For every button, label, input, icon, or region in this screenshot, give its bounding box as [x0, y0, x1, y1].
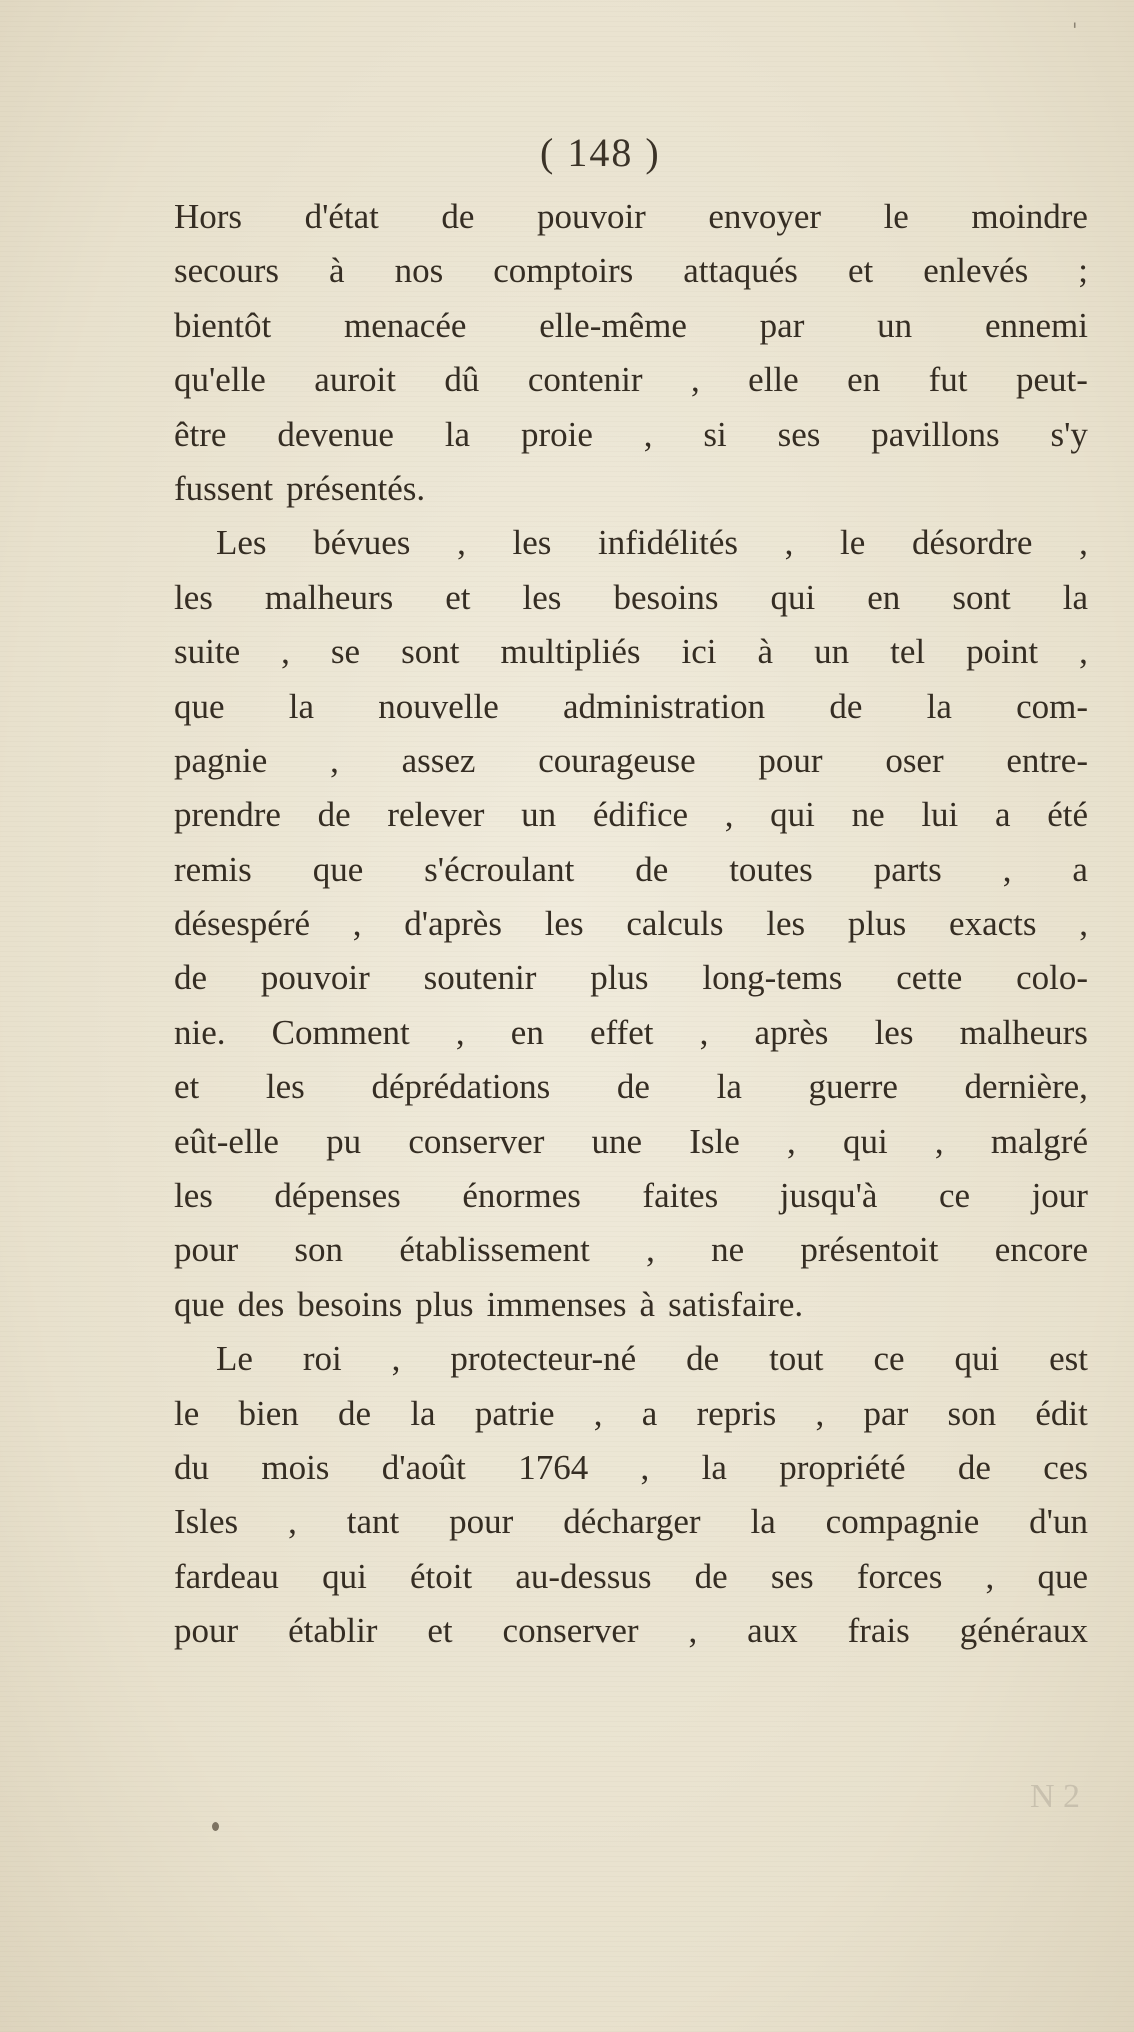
- word: malheurs: [959, 1012, 1088, 1052]
- word: compagnie: [825, 1502, 980, 1542]
- word: du: [174, 1447, 209, 1487]
- word: sont: [401, 632, 460, 672]
- word: établir: [288, 1611, 378, 1651]
- word: de: [686, 1339, 720, 1379]
- word: ,: [787, 1121, 796, 1161]
- word: colo-: [1016, 958, 1088, 998]
- word: ,: [699, 1012, 709, 1052]
- word: été: [1047, 795, 1088, 835]
- word: assez: [401, 740, 476, 780]
- word: son: [294, 1230, 344, 1270]
- word: ,: [593, 1393, 603, 1433]
- word: ,: [1079, 632, 1088, 672]
- word: généraux: [959, 1611, 1088, 1651]
- word: de: [694, 1556, 728, 1596]
- word: elle: [748, 360, 799, 400]
- word: les: [544, 904, 584, 944]
- text-line: [174, 897, 1088, 951]
- word: ,: [330, 740, 339, 780]
- word: ,: [815, 1393, 825, 1433]
- word: administration: [562, 686, 766, 726]
- word: les: [265, 1067, 305, 1107]
- word: désespéré: [174, 904, 311, 944]
- word: encore: [994, 1230, 1088, 1270]
- word: jusqu'à: [779, 1176, 878, 1216]
- word: ,: [985, 1556, 995, 1596]
- word: la: [716, 1067, 742, 1107]
- word: pour: [449, 1502, 514, 1542]
- word: ses: [770, 1556, 814, 1596]
- word: après: [754, 1012, 829, 1052]
- text-line: [174, 1332, 1088, 1386]
- word: ne: [711, 1230, 745, 1270]
- word: de: [441, 197, 475, 236]
- word: ces: [1043, 1447, 1088, 1487]
- word: conserver: [502, 1611, 639, 1651]
- word: être: [174, 414, 227, 454]
- word: désordre: [911, 523, 1033, 563]
- word: suite: [174, 632, 241, 672]
- word: Le: [216, 1339, 253, 1379]
- word: bévues: [313, 523, 411, 563]
- word: d'après: [404, 904, 502, 944]
- word: ;: [1078, 251, 1088, 291]
- word: ,: [640, 1447, 650, 1487]
- word: dépenses: [274, 1176, 401, 1216]
- word: Isle: [689, 1121, 740, 1161]
- word: tel: [890, 632, 926, 672]
- word: secours: [174, 251, 279, 291]
- text-line: [174, 190, 1088, 244]
- word: ,: [1079, 904, 1088, 944]
- word: malgré: [990, 1121, 1088, 1161]
- word: ,: [352, 904, 362, 944]
- word: s'y: [1050, 414, 1088, 454]
- word: ,: [934, 1121, 944, 1161]
- word: conserver: [408, 1121, 545, 1161]
- word: pu: [326, 1121, 362, 1161]
- word: aux: [747, 1611, 798, 1651]
- word: enlevés: [923, 251, 1029, 291]
- word: les: [174, 1176, 213, 1216]
- word: nos: [394, 251, 444, 291]
- word: de: [829, 686, 863, 726]
- edge-mark: ': [1072, 18, 1078, 42]
- word: pavillons: [871, 414, 1000, 454]
- word: multipliés: [500, 632, 641, 672]
- word: mois: [261, 1447, 330, 1487]
- word: tout: [769, 1339, 824, 1379]
- word: eût-elle: [174, 1121, 279, 1161]
- word: la: [701, 1447, 727, 1487]
- word: ,: [643, 414, 653, 454]
- text-line: [174, 1223, 1088, 1277]
- word: les: [766, 904, 806, 944]
- word: ,: [455, 1012, 465, 1052]
- word: si: [703, 414, 727, 454]
- word: édifice: [592, 795, 689, 835]
- word: satisfaire.: [668, 1284, 804, 1324]
- word: en: [510, 1012, 544, 1052]
- word: immenses: [486, 1284, 627, 1324]
- word: a: [1072, 849, 1088, 889]
- word: de: [338, 1393, 372, 1433]
- text-line: [174, 462, 1088, 516]
- word: d'août: [381, 1447, 466, 1487]
- word: fardeau: [174, 1556, 279, 1596]
- word: un: [521, 795, 557, 835]
- word: ,: [1079, 523, 1088, 563]
- word: auroit: [314, 360, 396, 400]
- text-line: [174, 1278, 1088, 1332]
- word: que: [174, 1284, 225, 1324]
- word: pour: [758, 740, 823, 780]
- word: a: [641, 1393, 658, 1433]
- word: lui: [921, 795, 959, 835]
- word: qui: [954, 1339, 1000, 1379]
- word: de: [957, 1447, 991, 1487]
- word: tant: [346, 1502, 400, 1542]
- word: jour: [1031, 1176, 1088, 1216]
- word: attaqués: [683, 251, 798, 291]
- body-text: [174, 190, 1088, 1659]
- word: de: [174, 958, 208, 998]
- text-line: [174, 353, 1088, 407]
- word: envoyer: [708, 197, 822, 236]
- word: ,: [690, 360, 700, 400]
- text-line: [174, 1060, 1088, 1114]
- word: se: [330, 632, 361, 672]
- word: d'un: [1029, 1502, 1088, 1542]
- word: relever: [387, 795, 485, 835]
- word: la: [288, 686, 315, 726]
- word: un: [877, 305, 913, 345]
- word: que: [174, 686, 225, 726]
- word: le: [174, 1393, 200, 1433]
- word: exacts: [949, 904, 1037, 944]
- signature-mark: N 2: [1030, 1778, 1081, 1815]
- word: étoit: [410, 1556, 473, 1596]
- word: que: [312, 849, 364, 889]
- word: proie: [520, 414, 593, 454]
- word: dû: [444, 360, 480, 400]
- word: énormes: [462, 1176, 581, 1216]
- word: ses: [777, 414, 821, 454]
- text-line: [174, 299, 1088, 353]
- word: le: [840, 523, 866, 563]
- word: bien: [238, 1393, 299, 1433]
- page-number: ( 148 ): [540, 130, 661, 175]
- word: nouvelle: [378, 686, 499, 726]
- word: prendre: [174, 795, 281, 835]
- word: et: [847, 251, 874, 291]
- word: les: [522, 577, 562, 617]
- word: 1764: [518, 1447, 589, 1487]
- word: dernière,: [964, 1067, 1088, 1107]
- word: qui: [322, 1556, 367, 1596]
- word: guerre: [808, 1067, 898, 1107]
- word: contenir: [527, 360, 643, 400]
- word: présentoit: [800, 1230, 939, 1270]
- word: en: [867, 577, 901, 617]
- text-line: [174, 734, 1088, 788]
- word: décharger: [563, 1502, 701, 1542]
- word: pour: [174, 1611, 239, 1651]
- word: s'écroulant: [424, 849, 575, 889]
- word: ,: [281, 632, 290, 672]
- word: qu'elle: [174, 360, 266, 400]
- word: ,: [1002, 849, 1012, 889]
- word: ,: [646, 1230, 655, 1270]
- word: et: [445, 577, 471, 617]
- word: frais: [847, 1611, 910, 1651]
- word: ,: [724, 795, 734, 835]
- word: à: [329, 251, 345, 291]
- word: des: [237, 1284, 285, 1324]
- word: ,: [391, 1339, 401, 1379]
- word: ,: [784, 523, 794, 563]
- word: point: [966, 632, 1039, 672]
- word: par: [863, 1393, 909, 1433]
- word: pour: [174, 1230, 239, 1270]
- word: ce: [938, 1176, 971, 1216]
- word: au-dessus: [515, 1556, 652, 1596]
- word: pouvoir: [260, 958, 370, 998]
- ink-speck: [212, 1822, 219, 1831]
- text-line: [174, 244, 1088, 298]
- word: que: [1037, 1556, 1088, 1596]
- word: infidélités: [598, 523, 738, 563]
- word: de: [635, 849, 669, 889]
- text-line: [174, 951, 1088, 1005]
- word: entre-: [1006, 740, 1088, 780]
- text-line: [174, 1169, 1088, 1223]
- word: moindre: [971, 197, 1088, 236]
- word: la: [410, 1393, 436, 1433]
- word: les: [174, 577, 213, 617]
- text-line: [174, 1387, 1088, 1441]
- word: le: [883, 197, 909, 236]
- text-line: [174, 1604, 1088, 1658]
- word: à: [757, 632, 774, 672]
- word: une: [591, 1121, 643, 1161]
- text-line: [174, 1495, 1088, 1549]
- word: plus: [847, 904, 907, 944]
- word: calculs: [626, 904, 724, 944]
- word: repris: [696, 1393, 777, 1433]
- text-line: [174, 408, 1088, 462]
- word: cette: [896, 958, 963, 998]
- word: ne: [851, 795, 885, 835]
- word: qui: [770, 577, 816, 617]
- word: la: [926, 686, 952, 726]
- word: pagnie: [174, 740, 268, 780]
- word: comptoirs: [493, 251, 634, 291]
- text-line: [174, 625, 1088, 679]
- word: édit: [1035, 1393, 1088, 1433]
- word: par: [759, 305, 805, 345]
- word: Isles: [174, 1502, 239, 1542]
- word: nie.: [174, 1012, 226, 1052]
- word: ,: [688, 1611, 698, 1651]
- word: qui: [770, 795, 815, 835]
- word: et: [427, 1611, 453, 1651]
- word: qui: [842, 1121, 888, 1161]
- word: plus: [415, 1284, 474, 1324]
- word: menacée: [344, 305, 467, 345]
- word: parts: [873, 849, 942, 889]
- word: fut: [928, 360, 968, 400]
- word: propriété: [779, 1447, 906, 1487]
- word: Hors: [174, 197, 243, 236]
- word: de: [317, 795, 351, 835]
- word: bientôt: [174, 305, 272, 345]
- text-line: [174, 571, 1088, 625]
- word: com-: [1016, 686, 1088, 726]
- word: peut-: [1016, 360, 1088, 400]
- word: a: [994, 795, 1011, 835]
- word: la: [444, 414, 471, 454]
- word: est: [1049, 1339, 1088, 1379]
- word: devenue: [277, 414, 394, 454]
- word: fussent: [174, 468, 274, 508]
- word: plus: [590, 958, 649, 998]
- word: remis: [174, 849, 252, 889]
- word: les: [874, 1012, 914, 1052]
- word: protecteur-né: [450, 1339, 637, 1379]
- word: d'état: [304, 197, 379, 236]
- text-line: [174, 680, 1088, 734]
- word: ce: [873, 1339, 905, 1379]
- word: à: [639, 1284, 656, 1324]
- word: et: [174, 1067, 200, 1107]
- word: soutenir: [423, 958, 537, 998]
- word: courageuse: [538, 740, 696, 780]
- word: déprédations: [371, 1067, 551, 1107]
- text-line: [174, 843, 1088, 897]
- text-line: [174, 1115, 1088, 1169]
- word: long-tems: [702, 958, 843, 998]
- text-line: [174, 516, 1088, 570]
- word: forces: [856, 1556, 943, 1596]
- word: ,: [457, 523, 466, 563]
- word: ennemi: [984, 305, 1088, 345]
- word: ici: [681, 632, 717, 672]
- word: son: [947, 1393, 997, 1433]
- word: faites: [642, 1176, 719, 1216]
- word: Les: [216, 523, 267, 563]
- word: sont: [952, 577, 1011, 617]
- text-line: [174, 788, 1088, 842]
- word: ,: [288, 1502, 297, 1542]
- word: établissement: [399, 1230, 590, 1270]
- word: un: [814, 632, 850, 672]
- word: en: [847, 360, 881, 400]
- word: les: [512, 523, 552, 563]
- text-line: [174, 1550, 1088, 1604]
- text-line: [174, 1441, 1088, 1495]
- word: malheurs: [264, 577, 394, 617]
- word: pouvoir: [536, 197, 646, 236]
- word: roi: [302, 1339, 342, 1379]
- word: oser: [885, 740, 944, 780]
- word: Comment: [271, 1012, 410, 1052]
- word: toutes: [729, 849, 813, 889]
- word: présentés.: [286, 468, 426, 508]
- word: de: [616, 1067, 650, 1107]
- word: la: [1062, 577, 1088, 617]
- word: effet: [590, 1012, 654, 1052]
- text-line: [174, 1006, 1088, 1060]
- word: la: [750, 1502, 776, 1542]
- word: elle-même: [539, 305, 687, 345]
- word: patrie: [474, 1393, 555, 1433]
- word: besoins: [613, 577, 719, 617]
- word: besoins: [297, 1284, 403, 1324]
